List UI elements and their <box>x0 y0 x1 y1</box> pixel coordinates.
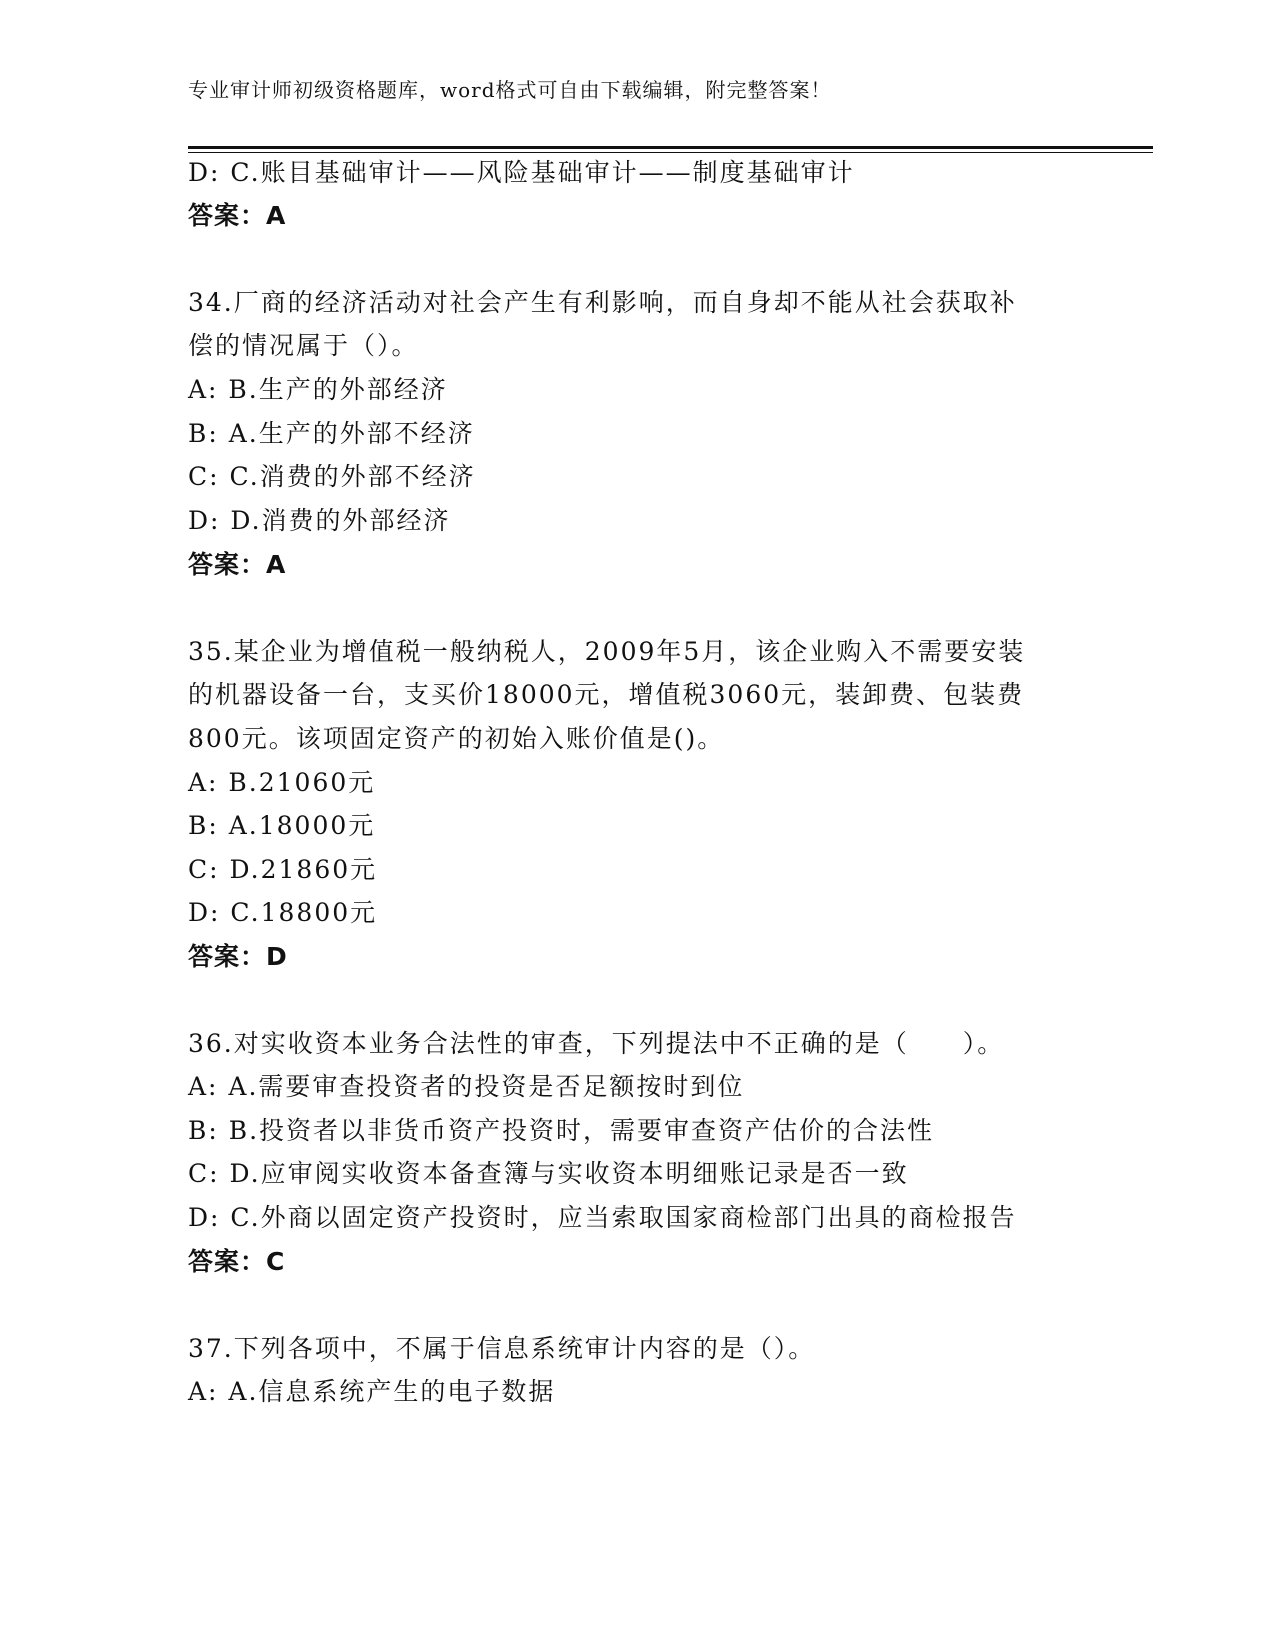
header-divider <box>188 146 1153 149</box>
header-divider-thin <box>188 152 1153 153</box>
q36-option-b: B: B.投资者以非货币资产投资时，需要审查资产估价的合法性 <box>188 1116 935 1145</box>
q36-text-line-1: 36.对实收资本业务合法性的审查，下列提法中不正确的是（ ）。 <box>188 1029 1005 1058</box>
q35-option-a: A: B.21060元 <box>188 768 376 797</box>
q34-answer: 答案：A <box>188 550 287 579</box>
q34-text-line-1: 34.厂商的经济活动对社会产生有利影响，而自身却不能从社会获取补 <box>188 288 1017 317</box>
q34-option-b: B: A.生产的外部不经济 <box>188 419 475 448</box>
q34-text-line-2: 偿的情况属于（）。 <box>188 331 419 360</box>
q34-option-d: D: D.消费的外部经济 <box>188 506 451 535</box>
q36-option-d: D: C.外商以固定资产投资时，应当索取国家商检部门出具的商检报告 <box>188 1203 1017 1232</box>
q35-option-d: D: C.18800元 <box>188 898 378 927</box>
prev-answer: 答案：A <box>188 201 287 230</box>
q35-option-c: C: D.21860元 <box>188 855 378 884</box>
q35-text-line-2: 的机器设备一台，支买价18000元，增值税3060元，装卸费、包装费 <box>188 680 1025 709</box>
q34-option-a: A: B.生产的外部经济 <box>188 375 448 404</box>
q36-answer: 答案：C <box>188 1247 286 1276</box>
prev-option-d: D: C.账目基础审计——风险基础审计——制度基础审计 <box>188 158 855 187</box>
q36-option-c: C: D.应审阅实收资本备查簿与实收资本明细账记录是否一致 <box>188 1159 909 1188</box>
q35-text-line-3: 800元。该项固定资产的初始入账价值是()。 <box>188 724 725 753</box>
q34-option-c: C: C.消费的外部不经济 <box>188 462 476 491</box>
q35-option-b: B: A.18000元 <box>188 811 376 840</box>
q37-text-line-1: 37.下列各项中，不属于信息系统审计内容的是（）。 <box>188 1334 816 1363</box>
q36-option-a: A: A.需要审查投资者的投资是否足额按时到位 <box>188 1072 745 1101</box>
q35-text-line-1: 35.某企业为增值税一般纳税人，2009年5月，该企业购入不需要安装 <box>188 637 1026 666</box>
q37-option-a: A: A.信息系统产生的电子数据 <box>188 1377 556 1406</box>
page-header: 专业审计师初级资格题库，word格式可自由下载编辑，附完整答案！ <box>188 78 832 102</box>
q35-answer: 答案：D <box>188 942 288 971</box>
